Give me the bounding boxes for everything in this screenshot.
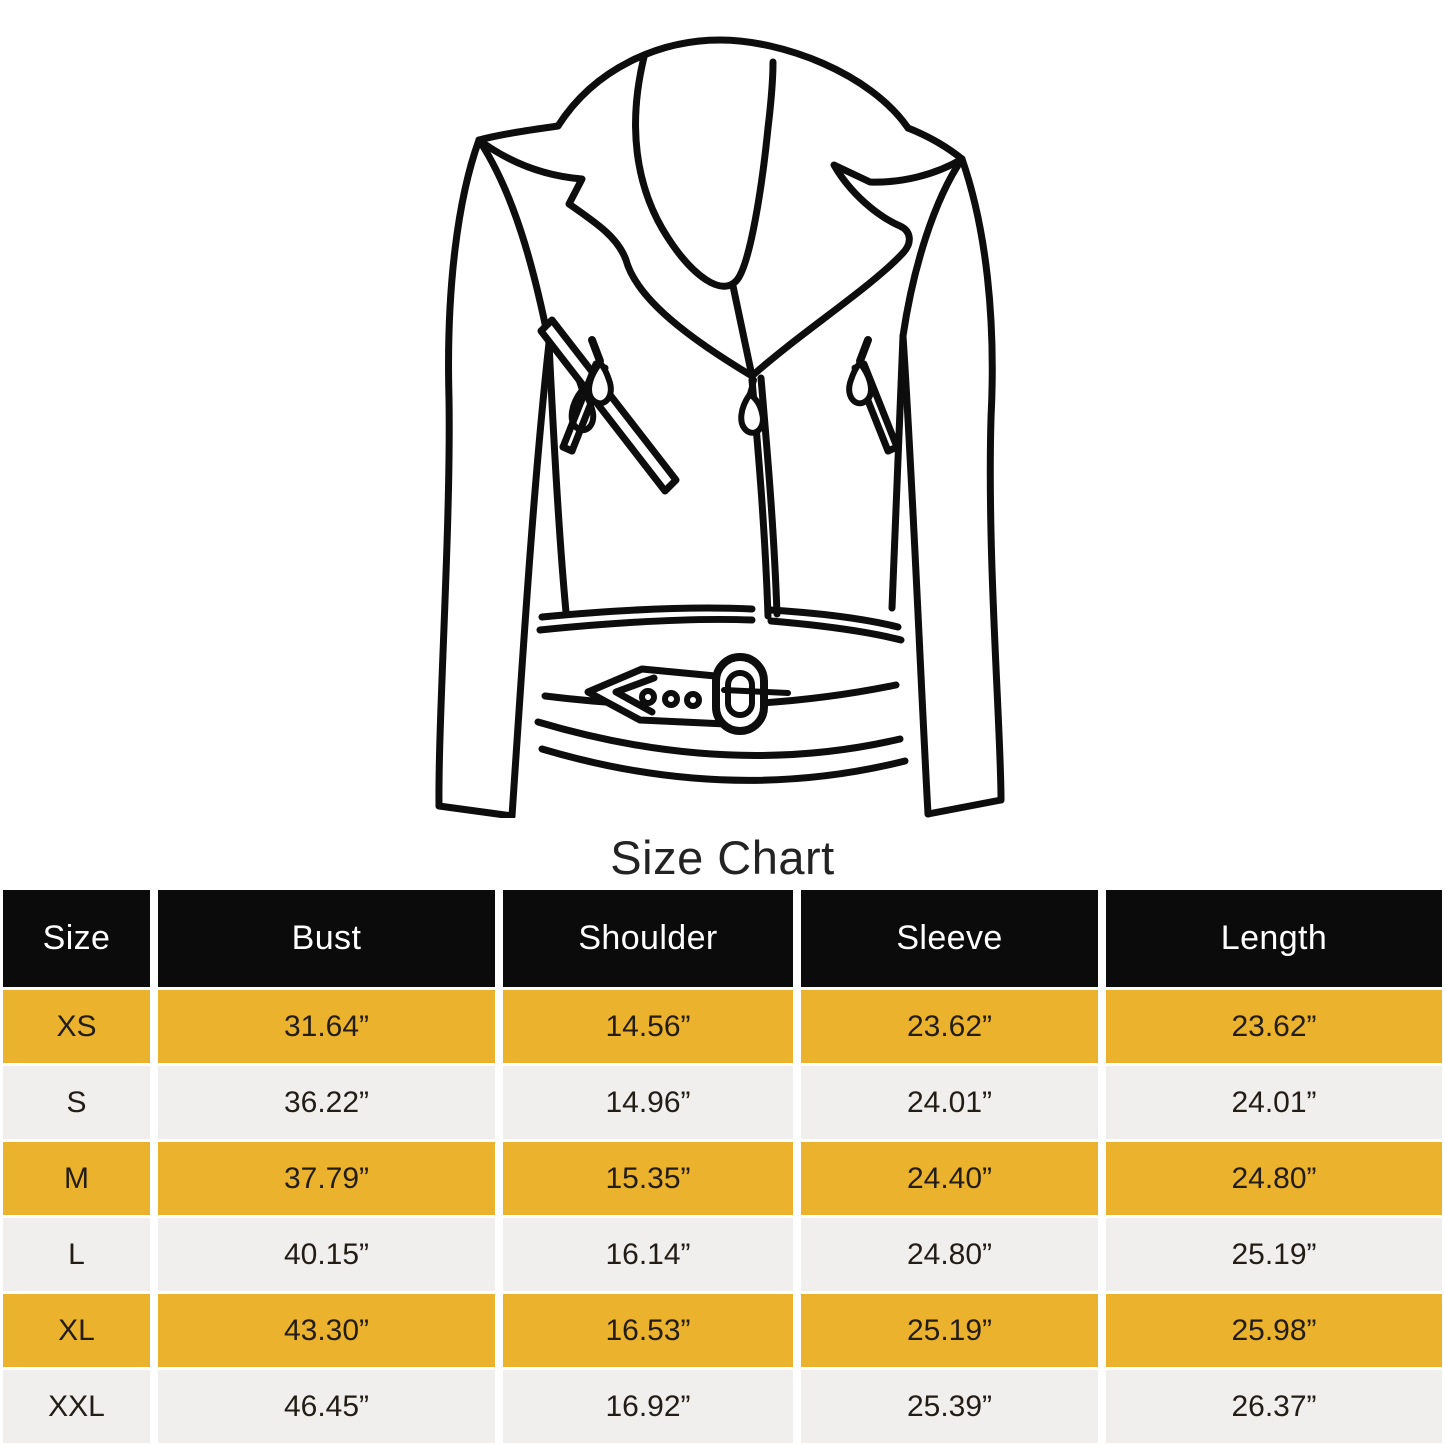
right-pocket-zipper-stub: [860, 340, 868, 361]
jacket-line-art: [430, 28, 1010, 818]
left-pocket-zipper-pull: [589, 363, 611, 403]
cell-s-length: 24.01”: [1106, 1066, 1442, 1139]
belt-buckle-prong: [724, 690, 788, 693]
cell-xs-shoulder: 14.56”: [503, 990, 793, 1063]
row-label-xs: XS: [3, 990, 150, 1063]
left-sleeve-inner: [512, 343, 549, 816]
cell-s-shoulder: 14.96”: [503, 1066, 793, 1139]
size-table: [3, 890, 1442, 1443]
right-sleeve-outer: [962, 159, 1001, 800]
cell-m-bust: 37.79”: [158, 1142, 495, 1215]
cell-m-length: 24.80”: [1106, 1142, 1442, 1215]
cell-l-bust: 40.15”: [158, 1218, 495, 1291]
cell-xs-bust: 31.64”: [158, 990, 495, 1063]
left-cuff: [439, 806, 512, 816]
row-label-m: M: [3, 1142, 150, 1215]
header-cell-sleeve: Sleeve: [801, 890, 1098, 987]
right-body-seam: [892, 336, 903, 608]
cell-xl-bust: 43.30”: [158, 1294, 495, 1367]
row-label-s: S: [3, 1066, 150, 1139]
header-cell-length: Length: [1106, 890, 1442, 987]
right-armhole-seam: [903, 159, 962, 336]
cell-l-length: 25.19”: [1106, 1218, 1442, 1291]
left-body-seam: [549, 343, 566, 612]
cell-m-shoulder: 15.35”: [503, 1142, 793, 1215]
cell-l-sleeve: 24.80”: [801, 1218, 1098, 1291]
belt-top-line-left: [542, 608, 752, 617]
row-label-xl: XL: [3, 1294, 150, 1367]
cell-l-shoulder: 16.14”: [503, 1218, 793, 1291]
collar-right-edge: [908, 128, 962, 159]
chest-zipper-band: [541, 320, 676, 491]
row-label-l: L: [3, 1218, 150, 1291]
cell-xxl-sleeve: 25.39”: [801, 1370, 1098, 1443]
right-sleeve-inner: [903, 336, 928, 814]
left-lapel: [479, 140, 752, 376]
cell-xs-sleeve: 23.62”: [801, 990, 1098, 1063]
jacket-illustration: [430, 28, 1010, 818]
cell-s-bust: 36.22”: [158, 1066, 495, 1139]
right-lapel: [752, 159, 962, 376]
collar-dome: [558, 40, 908, 128]
neck-opening: [636, 57, 773, 286]
cell-xxl-shoulder: 16.92”: [503, 1370, 793, 1443]
header-cell-size: Size: [3, 890, 150, 987]
left-pocket-zipper-stub: [592, 340, 600, 361]
cell-s-sleeve: 24.01”: [801, 1066, 1098, 1139]
right-cuff: [928, 800, 1001, 814]
belt-top-inner-left: [540, 619, 752, 630]
cell-xxl-length: 26.37”: [1106, 1370, 1442, 1443]
left-sleeve-outer: [439, 140, 479, 806]
header-cell-bust: Bust: [158, 890, 495, 987]
right-pocket-zipper-cap: [888, 447, 897, 451]
cell-xl-sleeve: 25.19”: [801, 1294, 1098, 1367]
collar-left-edge: [479, 126, 558, 140]
right-pocket-zipper-pull: [849, 363, 871, 403]
cell-xs-length: 23.62”: [1106, 990, 1442, 1063]
cell-xl-shoulder: 16.53”: [503, 1294, 793, 1367]
cell-xl-length: 25.98”: [1106, 1294, 1442, 1367]
row-label-xxl: XXL: [3, 1370, 150, 1443]
header-cell-shoulder: Shoulder: [503, 890, 793, 987]
left-pocket-zipper-cap: [563, 447, 572, 451]
cell-xxl-bust: 46.45”: [158, 1370, 495, 1443]
size-chart-title: Size Chart: [610, 831, 835, 884]
cell-m-sleeve: 24.40”: [801, 1142, 1098, 1215]
